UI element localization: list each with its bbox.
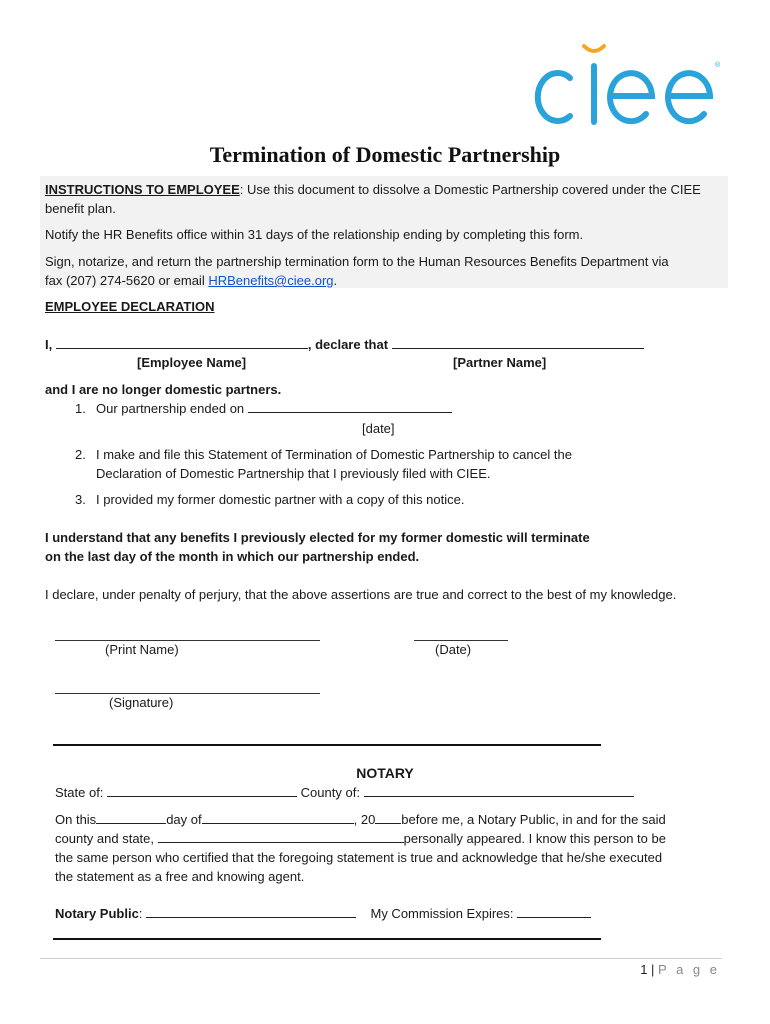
page-number: 1 | P a g e [640, 962, 720, 977]
employee-declaration-heading: EMPLOYEE DECLARATION [45, 299, 215, 314]
section-divider-top [53, 744, 601, 746]
benefits-termination-notice: I understand that any benefits I previously elected for my former domestic will terminate on the last day of the month in which our partnership ended. [45, 530, 590, 564]
document-title: Termination of Domestic Partnership [209, 142, 561, 167]
signature-field[interactable] [55, 693, 320, 694]
registered-mark: ® [715, 62, 721, 69]
day-field[interactable] [96, 812, 166, 824]
appeared-person-field[interactable] [158, 831, 404, 843]
employee-name-field[interactable] [56, 337, 308, 349]
date-caption: (Date) [435, 642, 472, 657]
partner-name-field[interactable] [392, 337, 644, 349]
section-divider-bottom [53, 938, 601, 940]
ciee-logo-graphic [524, 44, 724, 128]
notary-public-label: Notary Public [55, 906, 139, 921]
employee-name-label: [Employee Name] [137, 355, 247, 370]
partnership-end-date-field[interactable] [248, 401, 452, 413]
instructions-heading: INSTRUCTIONS TO EMPLOYEE [45, 182, 240, 197]
instructions-paragraph-2: Notify the HR Benefits office within 31 days of the relationship ending by completing this form. [45, 227, 584, 242]
list-item-3: I provided my former domestic partner with a copy of this notice. [96, 492, 465, 507]
date-label: [date] [362, 421, 395, 436]
ciee-logo [524, 44, 724, 128]
print-name-field[interactable] [55, 640, 320, 641]
partner-name-label: [Partner Name] [453, 355, 547, 370]
year-field[interactable] [375, 812, 401, 824]
month-field[interactable] [202, 812, 354, 824]
notary-public-field[interactable] [146, 906, 356, 918]
state-county-line: State of: County of: [55, 783, 634, 802]
county-field[interactable] [364, 785, 634, 797]
list-item-1-number: 1. [75, 401, 86, 416]
instructions-paragraph-3: Sign, notarize, and return the partnership termination form to the Human Resources Benefits Department via fax (207) 274-5620 or email HRBenefits@ciee.org. [45, 254, 669, 288]
print-name-label: (Print Name) [105, 642, 179, 657]
list-item-3-number: 3. [75, 492, 86, 507]
no-longer-partners-text: and I are no longer domestic partners. [45, 382, 282, 397]
declaration-statement-line: I, , declare that [45, 335, 644, 354]
list-item-1: Our partnership ended on [96, 399, 452, 418]
notary-statement: On this day of , 20 before me, a Notary Public, in and for the said county and state, personally appeared. I know this person to be the same person who certified that the foregoing statement is true and acknowledge that he/she executed the statement as a free and knowing agent. [55, 812, 666, 884]
footer-divider [40, 958, 722, 959]
commission-expires-field[interactable] [517, 906, 591, 918]
notary-public-line: Notary Public: My Commission Expires: [55, 904, 591, 923]
perjury-declaration: I declare, under penalty of perjury, that the above assertions are true and correct to the best of my knowledge. [45, 587, 677, 602]
hr-benefits-email-link[interactable]: HRBenefits@ciee.org [208, 273, 334, 288]
list-item-2: I make and file this Statement of Termination of Domestic Partnership to cancel the Declaration of Domestic Partnership that I previously filed with CIEE. [96, 447, 572, 481]
list-item-2-number: 2. [75, 447, 86, 462]
instructions-paragraph-1: INSTRUCTIONS TO EMPLOYEE: Use this document to dissolve a Domestic Partnership covered under the CIEE benefit plan. [45, 182, 701, 216]
signature-label: (Signature) [109, 695, 174, 710]
notary-heading: NOTARY [356, 765, 414, 781]
state-field[interactable] [107, 785, 297, 797]
